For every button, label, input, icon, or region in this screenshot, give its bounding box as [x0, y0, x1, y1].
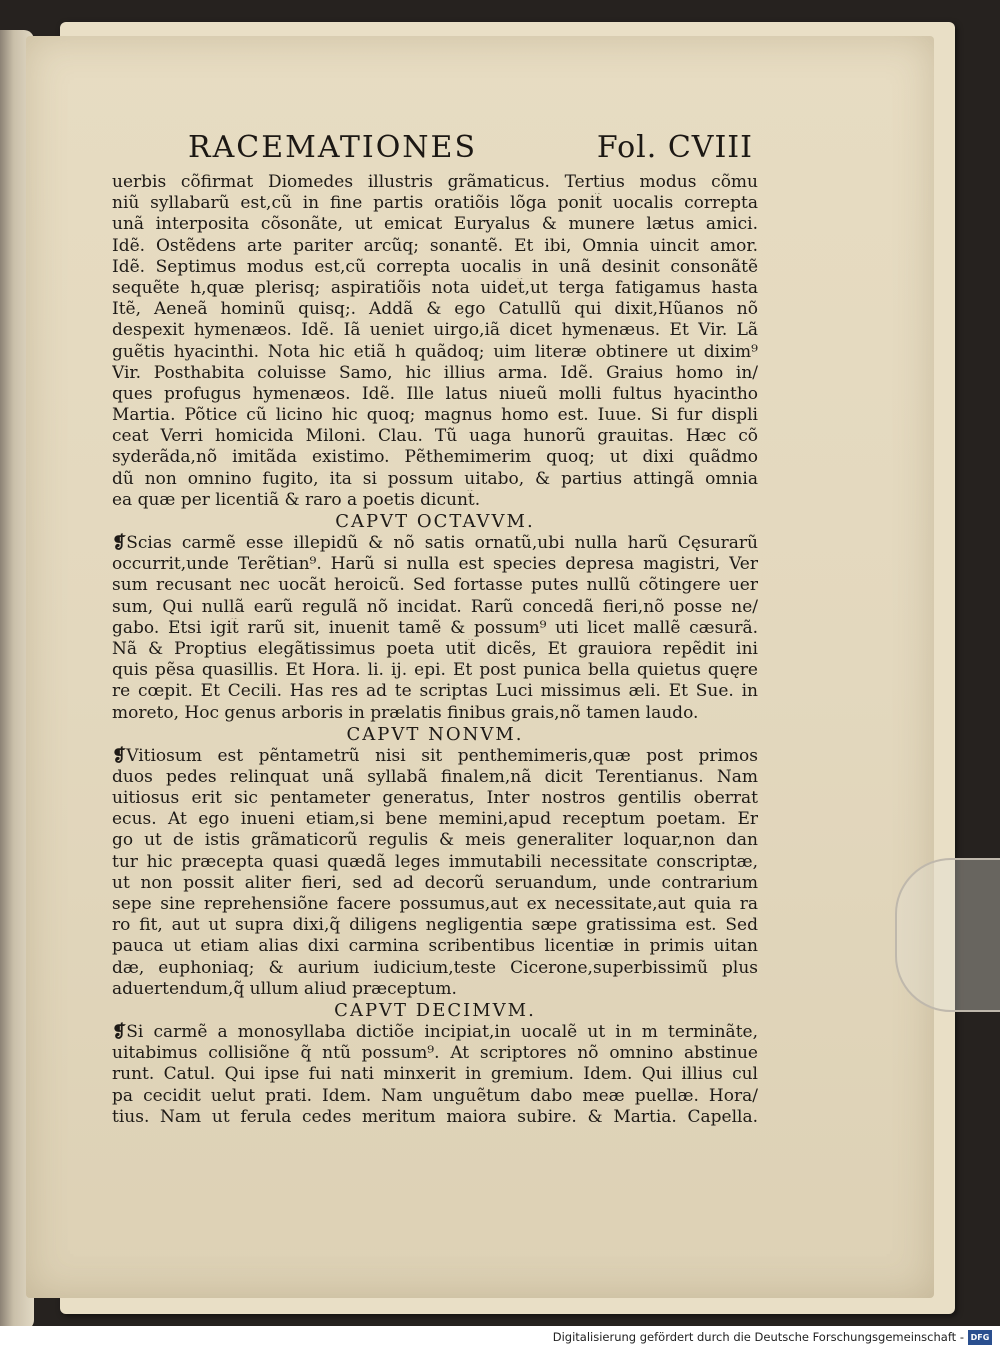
text-line: runt. Catul. Qui ipse fui nati minxerit in gremium. Idem. Qui illius cul: [112, 1064, 758, 1085]
text-line: sepe sine reprehensiõne facere possumus,aut ex necessitate,aut quia ra: [112, 894, 758, 914]
pilcrow-icon: ❡: [112, 533, 127, 553]
text-line: tur hic præcepta quasi quædã leges immutabili necessitate conscriptæ,: [112, 851, 758, 872]
chapter-heading-10: CAPVT DECIMVM.: [334, 999, 536, 1021]
footer-bar: [0, 1326, 1000, 1351]
text-line: [112, 746, 758, 767]
text-block: [112, 172, 758, 1128]
text-line-content: Scias carmẽ esse illepidũ & nõ satis ornatũ,ubi nulla harũ Cęsurarũ: [126, 533, 758, 553]
text-line: ques profugus hymenæos. Idẽ. Ille latus niueũ molli fultus hyacintho: [112, 383, 758, 404]
running-title: RACEMATIONES: [188, 130, 478, 165]
chapter-heading-8: CAPVT OCTAVVM.: [335, 511, 535, 532]
text-line: pa cecidit uelut prati. Idem. Nam unguẽtum dabo meæ puellæ. Hora/: [112, 1085, 758, 1106]
text-line: moreto, Hoc genus arboris in prælatis finibus grais,nõ tamen laudo.: [112, 702, 699, 723]
text-line: sum, Qui nullã earũ regulã nõ incidat. Rarũ concedã fieri,nõ posse ne/: [112, 596, 758, 617]
text-line: Vir. Posthabita coluisse Samo, hic illius arma. Idẽ. Graius homo in/: [112, 362, 758, 383]
text-line: uerbis cõfirmat Diomedes illustris grãmaticus. Tertius modus cõmu: [112, 172, 758, 192]
text-line: ea quæ per licentiã & raro a poetis dicunt̃.: [112, 489, 481, 510]
text-line: aduertendum,q̃ ullum aliud præceptum.: [112, 978, 457, 999]
chapter-heading-9: CAPVT NONVM.: [346, 723, 524, 745]
text-line-content: Si carmẽ a monosyllaba dictiõe incipiat,in uocalẽ ut in m terminãte,: [126, 1021, 758, 1042]
text-line: [112, 1022, 758, 1043]
text-line: unã interposita cõsonãte, ut emicat Euryalus & munere lætus amici.: [112, 214, 758, 235]
text-line-content: Vitiosum est pẽntametrũ nisi sit penthemimeris,quæ post primos: [126, 745, 758, 766]
text-line: tius. Nam ut ferula cedes meritum maiora subire. & Martia. Capella.: [112, 1106, 758, 1127]
page-clip: [895, 858, 1000, 1012]
text-line: guẽtis hyacinthi. Nota hic etiã h quãdoq; uim literæ obtinere ut dixim⁹: [112, 341, 758, 362]
text-line: ecus. At ego inueni etiam,si bene memini,apud receptum poetam. Er: [112, 809, 758, 830]
text-line: go ut de istis grãmaticorũ regulis & meis generaliter loquar,non dan: [112, 830, 758, 851]
text-line: gabo. Etsi igit̃ rarũ sit, inuenit tamẽ & possum⁹ uti licet mallẽ cæsurã.: [112, 617, 758, 638]
dfg-logo-icon: DFG: [968, 1330, 992, 1345]
text-line: syderãda,nõ imitãda existimo. Pẽthemimerim quoq; ut dixi quãdmo: [112, 447, 758, 468]
body-paragraph: [112, 172, 758, 511]
text-line: [112, 533, 758, 554]
page-header: [188, 130, 753, 172]
text-line: ceat Verri homicida Miloni. Clau. Tũ uaga hunorũ grauitas. Hæc cõ: [112, 426, 758, 447]
folio-number: Fol. CVIII: [596, 130, 753, 165]
text-line: Martia. Põtice cũ licino hic quoq; magnus homo est. Iuue. Si fur displi: [112, 405, 758, 426]
text-line: uitiosus erit sic pentameter generatus, Inter nostros gentilis oberrat: [112, 788, 758, 809]
pilcrow-icon: ❡: [112, 1021, 127, 1042]
chapter-10-paragraph: [112, 1022, 758, 1128]
text-line: sum recusant nec uocãt heroicũ. Sed fortasse putes nullũ cõtingere uer: [112, 575, 758, 596]
text-line: dæ, euphoniaq; & aurium iudicium,teste Cicerone,superbissimũ plus: [112, 957, 758, 978]
text-line: dũ non omnino fugito, ita si possum uitabo, & partius attingã omnia: [112, 468, 758, 489]
text-line: occurrit,unde Terẽtian⁹. Harũ si nulla est species depresa magistri, Ver: [112, 554, 758, 575]
text-line: quis pẽsa quasillis. Et Hora. li. ij. epi. Et post punica bella quietus quęre: [112, 660, 758, 681]
text-line: duos pedes relinquat unã syllabã finalem,nã dicit Terentianus. Nam: [112, 766, 758, 787]
chapter-9-paragraph: [112, 746, 758, 1000]
text-line: Nã & Proptius elegãtissimus poeta utit̃ dicẽs, Et grauiora repẽdit ini: [112, 638, 758, 659]
text-line: ro fit, aut ut supra dixi,q̃ diligens negligentia sæpe gratissima est. Sed: [112, 915, 758, 936]
text-line: uitabimus collisiõne q̃ ntũ possum⁹. At scriptores nõ omnino abstinue: [112, 1043, 758, 1064]
text-line: Idẽ. Septimus modus est,cũ correpta uocalis in unã desinit consonãtẽ: [112, 256, 758, 277]
text-line: Itẽ, Aeneã hominũ quisq;. Addã & ego Catullũ qui dixit,Hũanos nõ: [112, 299, 758, 320]
text-line: sequẽte h,quæ plerisq; aspiratiõis nota uidet̃,ut terga fatigamus hasta: [112, 277, 758, 298]
text-line: Idẽ. Ostẽdens arte pariter arcũq; sonantẽ. Et ibi, Omnia uincit amor.: [112, 235, 758, 256]
text-line: pauca ut etiam alias dixi carmina scribentibus licentiæ in primis uitan: [112, 936, 758, 957]
text-line: re cœpit. Et Cecili. Has res ad te scriptas Luci missimus æli. Et Sue. in: [112, 681, 758, 702]
text-line: ut non possit aliter fieri, sed ad decorũ seruandum, unde contrarium: [112, 872, 758, 893]
chapter-8-paragraph: [112, 533, 758, 724]
text-line: niũ syllabarũ est,cũ in fine partis oratiõis lõga ponit̃ uocalis correpta: [112, 193, 758, 214]
text-line: despexit hymenæos. Idẽ. Iã ueniet uirgo,iã dicet hymenæus. Et Vir. Lã: [112, 320, 758, 341]
funding-notice: Digitalisierung gefördert durch die Deutsche Forschungsgemeinschaft -: [552, 1330, 964, 1344]
pilcrow-icon: ❡: [112, 745, 127, 766]
